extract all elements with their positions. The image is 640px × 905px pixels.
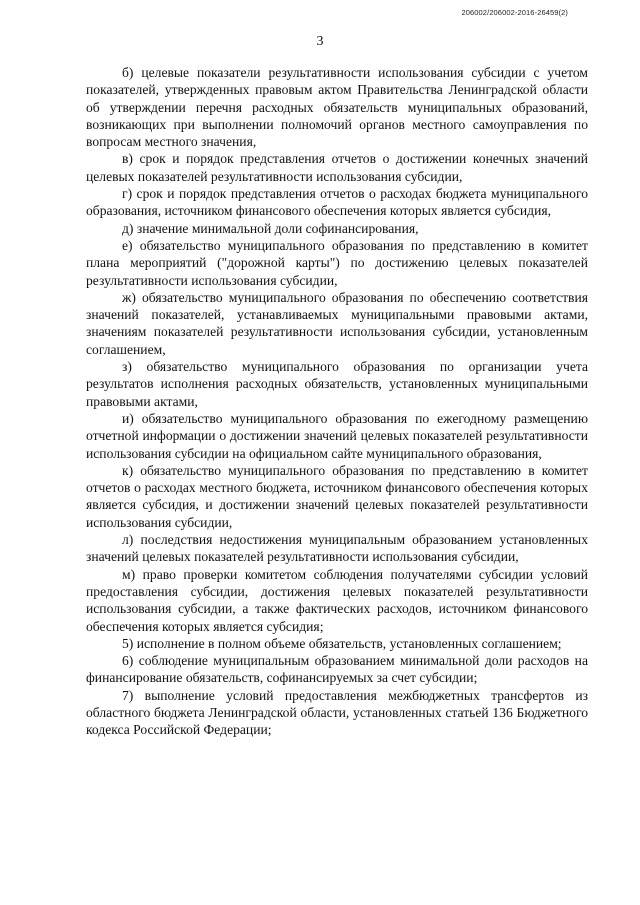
- paragraph-7: 7) выполнение условий предоставления межбюджетных трансфертов из областного бюджета Ленинградской области, установленных статьей 136 Бюджетного кодекса Российской Федерации;: [86, 687, 588, 738]
- document-id: 206002/206002-2016-26459(2): [461, 8, 568, 17]
- paragraph-g: г) срок и порядок представления отчетов о расходах бюджета муниципального образования, источником финансового обеспечения которых является субсидия,: [86, 186, 588, 219]
- paragraph-6: 6) соблюдение муниципальным образованием минимальной доли расходов на финансирование обязательств, софинансируемых за счет субсидии;: [86, 653, 588, 686]
- paragraph-zh: ж) обязательство муниципального образования по обеспечению соответствия значений показателей, устанавливаемых муниципальными правовыми актами, значениям показателей результативности использования субсидии, установленным соглашением,: [86, 289, 588, 357]
- paragraph-d: д) значение минимальной доли софинансирования,: [122, 220, 419, 236]
- paragraph-b: б) целевые показатели результативности использования субсидии с учетом показателей, утвержденных правовым актом Правительства Ленинградской области об утверждении перечня расходных обязательств муниципальных образований, возникающих при выполнении полномочий органов местного самоуправления по вопросам местного значения,: [86, 65, 588, 150]
- paragraph-i: и) обязательство муниципального образования по ежегодному размещению отчетной информации о достижении значений целевых показателей результативности использования субсидии на официальном сайте муниципального образования,: [86, 410, 588, 461]
- paragraph-5: 5) исполнение в полном объеме обязательств, установленных соглашением;: [122, 635, 562, 651]
- paragraph-v: в) срок и порядок представления отчетов о достижении конечных значений целевых показателей результативности использования субсидии,: [86, 151, 588, 184]
- document-body: [86, 64, 588, 739]
- paragraph-z: з) обязательство муниципального образования по организации учета результатов исполнения расходных обязательств, установленных муниципальными правовыми актами,: [86, 359, 588, 409]
- paragraph-m: м) право проверки комитетом соблюдения получателями субсидии условий предоставления субсидии, достижения целевых показателей результативности использования субсидии, а также фактических расходов, источником финансового обеспечения которых является субсидия;: [86, 566, 588, 634]
- paragraph-e: е) обязательство муниципального образования по представлению в комитет плана мероприятий ("дорожной карты") по достижению целевых показателей результативности использования субсидии,: [86, 237, 588, 288]
- paragraph-k: к) обязательство муниципального образования по представлению в комитет отчетов о расходах местного бюджета, источником финансового обеспечения которых является субсидия, и достижении значений целевых показателей результативности использования субсидии,: [86, 462, 588, 530]
- page-number: 3: [316, 34, 324, 49]
- paragraph-l: л) последствия недостижения муниципальным образованием установленных значений целевых показателей результативности использования субсидии,: [86, 532, 588, 565]
